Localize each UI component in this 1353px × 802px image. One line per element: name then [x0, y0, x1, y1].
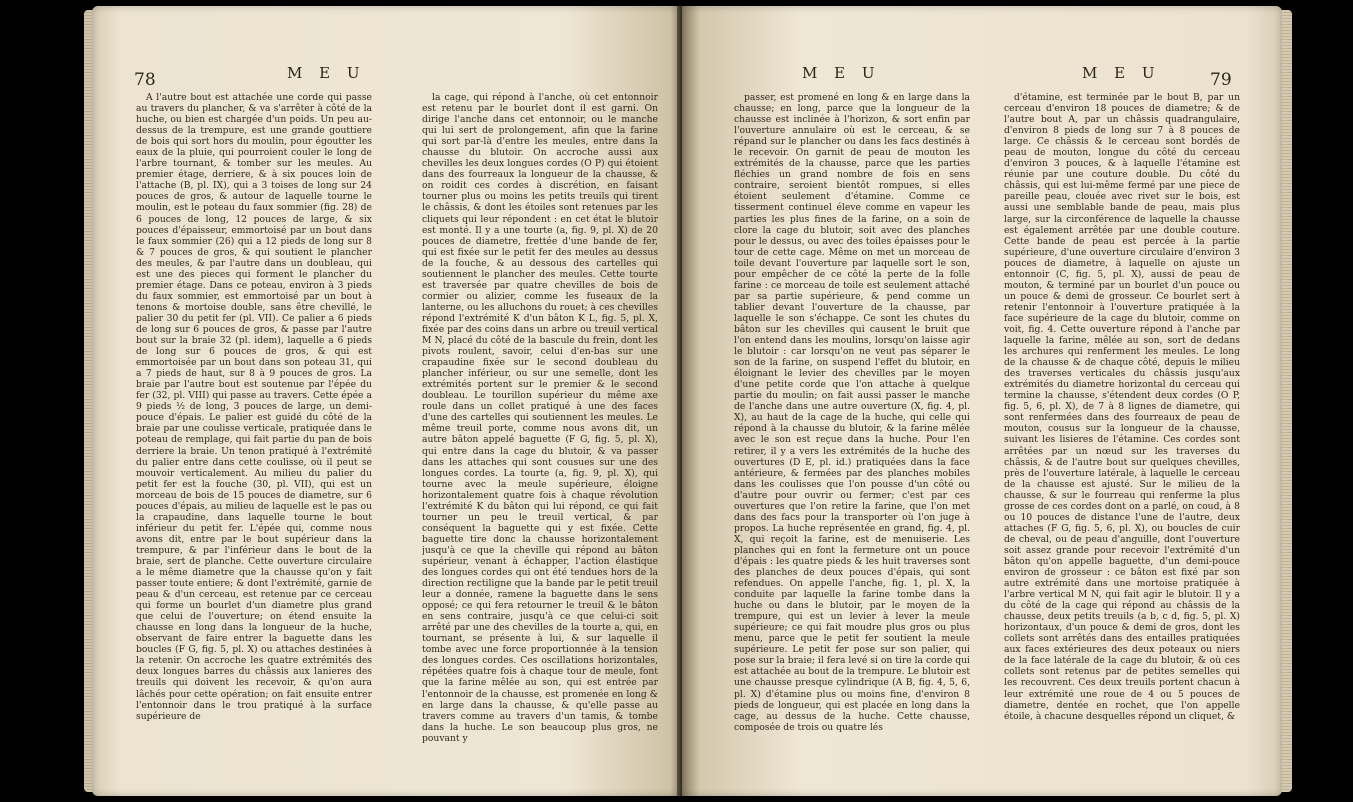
- running-head-right: M E U: [1082, 64, 1161, 82]
- running-head-left: M E U: [802, 64, 881, 82]
- text-column-2: [422, 92, 658, 756]
- column-text: passer, est promené en long & en large dans la chausse; en long, parce que la longueur de la chausse est inclinée à l'horizon, & sort enfin par l'ouverture annulaire où est le cerceau, & se répand sur le plancher ou dans les facs destinés à le recevoir. On garnit de peau de mouton les extrémités de la chausse, parce que les parties fléchies un grand nombre de fois en sens contraire, seroient bientôt rompues, si elles étoient seulement d'étamine. Comme ce tisserment continuel éleve comme en vapeur les parties les plus fines de la farine, on a soin de clore la cage du blutoir, soit avec des planches pour le dessus, ou avec des toiles épaisses pour le tour de cette cage. Même on met un morceau de toile devant l'ouverture par laquelle sort le son, pour empêcher de ce côté la perte de la folle farine : ce morceau de toile est seulement attaché par sa partie supérieure, & pend comme un tablier devant l'ouverture de la chausse, par laquelle le son s'échappe. Ce sont les chutes du bâton sur les chevilles qui causent le bruit que l'on entend dans les moulins, lorsqu'on laisse agir le blutoir : car lorsqu'on ne veut pas séparer le son de la farine, on suspend l'effet du blutoir, en éloignant le levier des chevilles par le moyen d'une petite corde que l'on attache à quelque partie du moulin; on fait aussi passer le manche de l'anche dans une autre ouverture (X, fig. 4, pl. X), au haut de la cage de la huche, qui celle qui répond à la chausse du blutoir, & la farine mêlée avec le son est reçue dans la huche. Pour l'en retirer, il y a vers les extrémités de la huche des ouvertures (D E, pl. id.) pratiquées dans la face antérieure, & fermées par des planches mobiles dans les coulisses que l'on pousse d'un côté ou d'autre pour ouvrir ou fermer; c'est par ces ouvertures que l'on retire la farine, que l'on met dans des facs pour la transporter où l'on juge à propos. La huche représentée en grand, fig. 4, pl. X, qui reçoit la farine, est de menuiserie. Les planches qui en font la fermeture ont un pouce d'épais : les quatre pieds & les huit traverses sont des planches de deux pouces d'épais, qui sont refendues. On appelle l'anche, fig. 1, pl. X, la conduite par laquelle la farine tombe dans la huche ou dans le blutoir, par le moyen de la trempure, qui est un levier à lever la meule supérieure; ce qui fait moudre plus gros ou plus menu, parce que le petit fer soutient la meule supérieure. Le petit fer pose sur son palier, qui pose sur la braie; il fera levé si on tire la corde qui est attachée au bout de la trempure. Le blutoir est une chausse presque cylindrique (A B, fig. 4, 5, 6, pl. X) d'étamine plus ou moins fine, d'environ 8 pieds de longueur, qui est placée en long dans la cage, au dessus de la huche. Cette chausse, composée de trois ou quatre lés: [734, 92, 970, 733]
- text-column-1: [734, 92, 970, 756]
- text-column-1: [136, 92, 372, 756]
- open-book: [92, 6, 1282, 796]
- column-text: la cage, qui répond à l'anche, où cet entonnoir est retenu par le bourlet dont il est garni. On dirige l'anche dans cet entonnoir, ou le manche qui lui sert de prolongement, afin que la farine qui sort par-là d'entre les meules, entre dans la chausse du blutoir. On accroche aussi aux chevilles les deux longues cordes (O P) qui étoient dans des fourreaux la longueur de la chausse, & on roidit ces cordes à discrétion, en faisant tourner plus ou moins les petits treuils qui tirent le châssis, & dont les étoiles sont retenues par les cliquets qui leur répondent : en cet état le blutoir est monté. Il y a une tourte (a, fig. 9, pl. X) de 20 pouces de diametre, frettée d'une bande de fer, qui est fixée sur le petit fer des meules au dessus de la fouche, & au dessous des cartelles qui soutiennent le plancher des meules. Cette tourte est traversée par quatre chevilles de bois de cormier ou alizier, comme les fuseaux de la lanterne, ou les alluchons du rouet; à ces chevilles répond l'extrémité K d'un bâton K L, fig. 5, pl. X, fixée par des coins dans un arbre ou treuil vertical M N, placé du côté de la bascule du frein, dont les pivots roulent, savoir, celui d'en-bas sur une crapaudine fixée sur le second doubleau du plancher inférieur, ou sur une semelle, dont les extrémités portent sur le premier & le second doubleau. Le tourillon supérieur du même axe roule dans un collet pratiqué à une des faces d'une des cartelles qui soutiennent les meules. Le même treuil porte, comme nous avons dit, un autre bâton appelé baguette (F G, fig. 5, pl. X), qui entre dans la cage du blutoir, & va passer dans les attaches qui sont cousues sur une des longues cordes. La tourte (a, fig. 9, pl. X), qui tourne avec la meule supérieure, éloigne horizontalement quatre fois à chaque révolution l'extrémité K du bâton qui lui répond, ce qui fait tourner un peu le treuil vertical, & par conséquent la baguette qui y est fixée. Cette baguette tire donc la chausse horizontalement jusqu'à ce que la cheville qui répond au bâton supérieur, venant à échapper, l'action élastique des longues cordes qui ont été tendues hors de la direction rectiligne que la bande par le petit treuil leur a donnée, ramene la baguette dans le sens opposé; ce qui fera retourner le treuil & le bâton en sens contraire, jusqu'à ce que celui-ci soit arrêté par une des chevilles de la tourte a, qui, en tournant, se présente à lui, & sur laquelle il tombe avec une force proportionnée à la tension des longues cordes. Ces oscillations horizontales, répétées quatre fois à chaque tour de meule, font que la farine mêlée au son, qui est entrée par l'entonnoir de la chausse, est promenée en long & en large dans la chausse, & qu'elle passe au travers comme au travers d'un tamis, & tombe dans la huche. Le son beaucoup plus gros, ne pouvant y: [422, 92, 658, 744]
- running-head: M E U: [287, 64, 366, 82]
- column-text: d'étamine, est terminée par le bout B, par un cerceau d'environ 18 pouces de diametre; & de l'autre bout A, par un châssis quadrangulaire, d'environ 8 pieds de long sur 7 à 8 pouces de large. Ce châssis & le cerceau sont bordés de peau de mouton, longue du côté du cerceau d'environ 3 pouces, & à laquelle l'étamine est réunie par une couture double. Du côté du châssis, qui est lui-même fermé par une piece de pareille peau, clouée avec rivet sur le bois, est aussi une semblable bande de peau, mais plus large, sur la circonférence de laquelle la chausse est également arrêtée par une double couture. Cette bande de peau est percée à la partie supérieure, d'une ouverture circulaire d'environ 3 pouces de diametre, à laquelle on ajuste un entonnoir (C, fig. 5, pl. X), aussi de peau de mouton, & terminé par un bourlet d'un pouce ou un pouce & demi de grosseur. Ce bourlet sert à retenir l'entonnoir à l'ouverture pratiquée à la face supérieure de la cage du blutoir, comme on voit, fig. 4. Cette ouverture répond à l'anche par laquelle la farine, mêlée au son, sort de dedans les archures qui renferment les meules. Le long de la chausse & de chaque côté, depuis le milieu des traverses verticales du châssis jusqu'aux extrémités du diametre horizontal du cerceau qui termine la chausse, s'étendent deux cordes (O P, fig. 5, 6, pl. X), de 7 à 8 lignes de diametre, qui sont renfermées dans des fourreaux de peau de mouton, cousus sur la longueur de la chausse, suivant les lisieres de l'étamine. Ces cordes sont arrêtées par un nœud sur les traverses du châssis, & de l'autre bout sur quelques chevilles, près de l'ouverture latérale, à laquelle le cerceau de la chausse est ajusté. Sur le milieu de la chausse, & sur le fourreau qui renferme la plus grosse de ces cordes dont on a parlé, on coud, à 8 ou 10 pouces de distance l'une de l'autre, deux attaches (F G, fig. 5, 6, pl. X), ou boucles de cuir de cheval, ou de peau d'anguille, dont l'ouverture soit assez grande pour recevoir l'extrémité d'un bâton qu'on appelle baguette, d'un demi-pouce environ de grosseur : ce bâton est fixé par son autre extrémité dans une mortoise pratiquée à l'arbre vertical M N, qui fait agir le blutoir. Il y a du côté de la cage qui répond au châssis de la chausse, deux petits treuils (a b, c d, fig. 5, pl. X) horizontaux, d'un pouce & demi de gros, dont les collets sont arrêtés dans des entailles pratiquées aux faces extérieures des deux poteaux ou niers de la face latérale de la cage du blutoir, & où ces collets sont retenus par de petites semelles qui les recouvrent. Ces deux treuils portent chacun à leur extrémité une roue de 4 ou 5 pouces de diametre, dentée en rochet, que l'on appelle étoile, à chacune desquelles répond un cliquet, &: [1004, 92, 1240, 722]
- left-page: [92, 6, 682, 796]
- text-column-2: [1004, 92, 1240, 756]
- page-number: 78: [134, 70, 156, 90]
- page-number: 79: [1210, 70, 1232, 90]
- column-text: A l'autre bout est attachée une corde qui passe au travers du plancher, & va s'arrêter à côté de la huche, ou bien est chargée d'un poids. Un peu au-dessus de la trempure, est une grande gouttiere de bois qui sort hors du moulin, pour égoutter les eaux de la pluie, qui pourroient couler le long de l'arbre tournant, & tomber sur les meules. Au premier étage, derriere, & à six pouces loin de l'attache (B, pl. IX), qui a 3 toises de long sur 24 pouces de gros, & autour de laquelle tourne le moulin, est le poteau du faux sommier (fig. 28) de 6 pouces de long, 12 pouces de large, & six pouces d'épaisseur, emmortoisé par un bout dans le faux sommier (26) qui a 12 pieds de long sur 8 & 7 pouces de gros, & qui soutient le plancher des meules, & par l'autre dans un doubleau, qui est une des pieces qui forment le plancher du premier étage. Dans ce poteau, environ à 3 pieds du faux sommier, est emmortoisé par un bout à tenons & mortoise double, sans être chevillé, le palier 30 du petit fer (pl. VII). Ce palier a 6 pieds de long sur 6 pouces de gros, & passe par l'autre bout sur la braie 32 (pl. idem), laquelle a 6 pieds de long sur 6 pouces de gros, & qui est emmortoisée par un bout dans son poteau 31, qui a 7 pieds de haut, sur 8 à 9 pouces de gros. La braie par l'autre bout est soutenue par l'épée du fer (32, pl. VIII) qui passe au travers. Cette épée a 9 pieds ½ de long, 3 pouces de large, un demi-pouce d'épais. Le palier est guidé du côté de la braie par une coulisse verticale, pratiquée dans le poteau de remplage, qui fait partie du pan de bois derriere la braie. Un tenon pratiqué à l'extrémité du palier entre dans cette coulisse, où il peut se mouvoir verticalement. Au milieu du palier du petit fer est la fouche (30, pl. VII), qui est un morceau de bois de 15 pouces de diametre, sur 6 pouces d'épais, au milieu de laquelle est le pas ou la crapaudine, dans laquelle tourne le bout inférieur du petit fer. L'épée qui, comme nous avons dit, entre par le bout supérieur dans la trempure, & par l'inférieur dans le bout de la braie, sert de planche. Cette ouverture circulaire a le même diametre que la chausse qu'on y fait passer toute entiere; & dont l'extrémité, garnie de peau & d'un cerceau, est retenue par ce cerceau qui forme un bourlet d'un diametre plus grand que celui de l'ouverture; on étend ensuite la chausse en long dans la longueur de la huche, observant de faire entrer la baguette dans les boucles (F G, fig. 5, pl. X) ou attaches destinées à la retenir. On accroche les quatre extrémités des deux longues barres du châssis aux lanieres des treuils qui doivent les recevoir, & qu'on aura lâchés pour cette opération; on fait ensuite entrer l'entonnoir dans le trou pratiqué à la surface supérieure de: [136, 92, 372, 722]
- right-page: [682, 6, 1282, 796]
